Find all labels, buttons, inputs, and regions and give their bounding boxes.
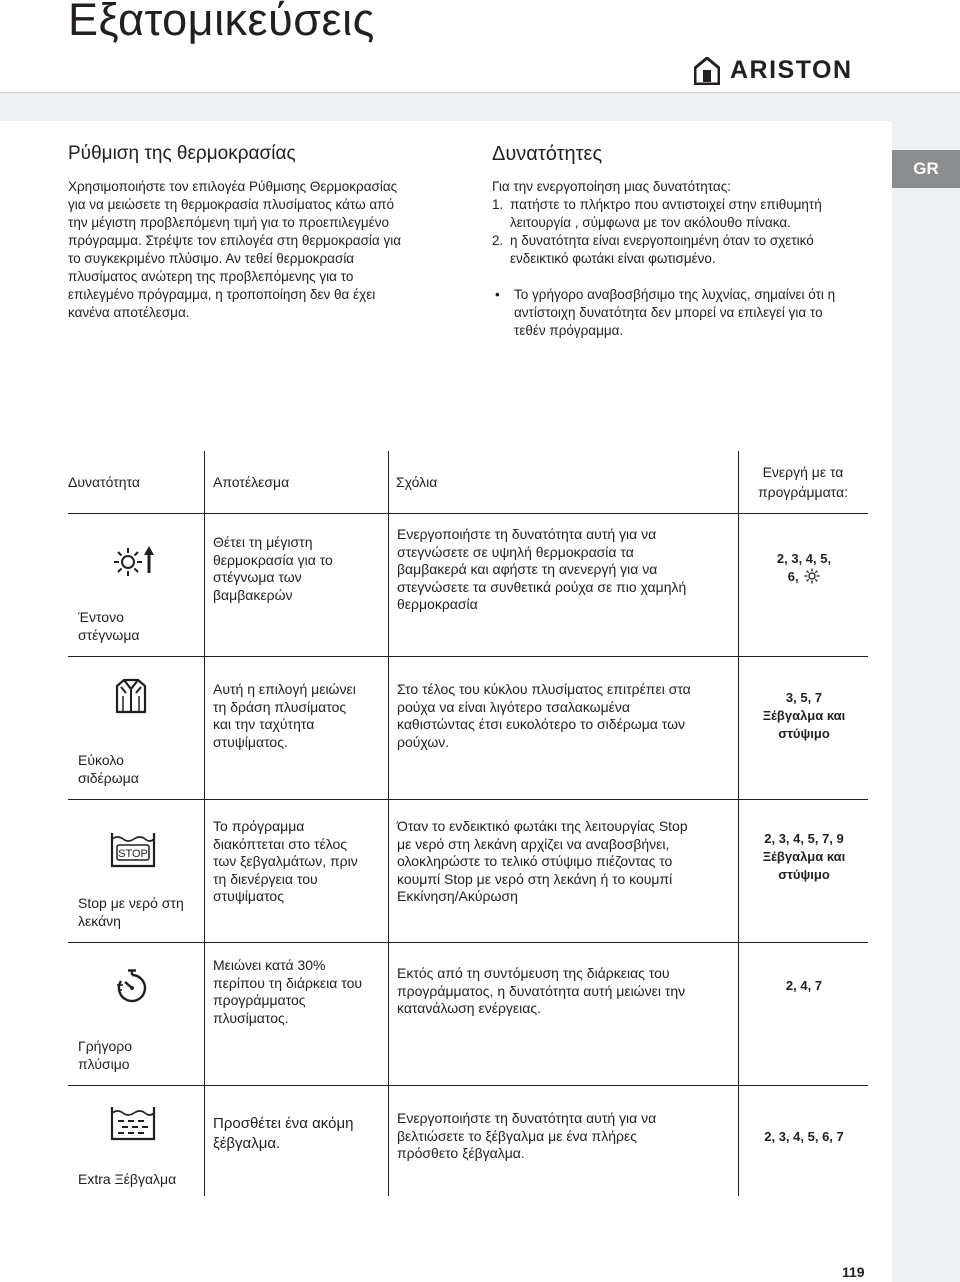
stop-label: STOP <box>118 848 148 860</box>
option-name-line: σιδέρωμα <box>78 770 139 786</box>
programs-line: 2, 3, 4, 5, 6, 7 <box>764 1129 844 1144</box>
option-cell <box>68 514 202 656</box>
note-line: τεθέν πρόγραμμα. <box>514 323 624 338</box>
note-line: αντίστοιχη δυνατότητα δεν μπορεί να επιλεγεί για το <box>514 305 823 320</box>
table-row <box>68 943 868 1086</box>
effect-line: τη διενέργεια του <box>213 870 318 887</box>
comments-cell <box>388 514 737 656</box>
comments-cell <box>388 943 737 1085</box>
effect-line: Προσθέτει ένα ακόμη <box>213 1115 354 1132</box>
effect-line: Θέτει τη μέγιστη <box>213 534 313 550</box>
option-name-line: λεκάνη <box>78 913 121 929</box>
options-intro: Για την ενεργοποίηση μιας δυνατότητας: <box>492 179 731 194</box>
comment-line: Στο τέλος του κύκλου πλυσίματος επιτρέπει στα <box>397 681 691 697</box>
text-line: την μέγιστη προβλεπόμενη τιμή για το προεπιλεγμένο <box>68 215 389 230</box>
effect-line: Το πρόγραμμα <box>213 818 305 834</box>
header-comments: Σχόλια <box>396 474 438 490</box>
comment-line: πρόσθετο ξέβγαλμα. <box>397 1145 525 1161</box>
cotton-sun-icon <box>804 568 820 584</box>
text-line: πρόγραμμα. Στρέψτε τον επιλογέα στη θερμοκρασία για <box>68 233 402 248</box>
comment-line: Ενεργοποιήστε τη δυνατότητα αυτή για να <box>397 1110 657 1126</box>
comment-line: ρούχα να είναι λιγότερο τσαλακωμένα <box>397 698 631 715</box>
effect-line: Αυτή η επιλογή μειώνει <box>213 681 356 697</box>
option-cell <box>68 1086 202 1196</box>
comment-line: ρούχων. <box>397 733 450 750</box>
language-tab: GR <box>892 150 960 188</box>
comment-line: Όταν το ενδεικτικό φωτάκι της λειτουργίας Stop <box>397 818 688 834</box>
table-row <box>68 514 868 657</box>
comment-line: Εκκίνηση/Ακύρωση <box>397 888 518 904</box>
effect-line: των ξεβγαλμάτων, πριν <box>213 853 358 869</box>
programs-line: στύψιμο <box>778 726 830 741</box>
effect-line: βαμβακερών <box>213 586 293 603</box>
house-logo-icon <box>694 57 720 85</box>
column-divider <box>388 451 389 513</box>
flashing-light-note <box>492 286 872 340</box>
comment-line: προγράμματος, η δυνατότητα αυτή μειώνει την <box>397 982 686 999</box>
table-row <box>68 800 868 943</box>
options-table <box>68 451 868 1196</box>
comments-cell <box>388 657 737 799</box>
effect-line: στέγνωμα των <box>213 569 302 585</box>
comment-line: βαμβακερά και αφήστε τη ανενεργή για να <box>397 561 658 577</box>
text-line: για να μειώσετε τη θερμοκρασία πλυσίματος κάτω από <box>68 197 394 212</box>
comment-line: Ενεργοποιήστε τη δυνατότητα αυτή για να <box>397 526 657 542</box>
effect-cell <box>204 657 387 799</box>
programs-cell <box>738 943 869 1085</box>
bullet: • <box>495 287 500 302</box>
list-item <box>492 232 872 268</box>
effect-line: στυψίματος <box>213 888 284 904</box>
header-programs <box>738 451 868 513</box>
comment-line: ολοκληρώστε το τελικό στύψιμο πιέζοντας το <box>397 853 673 869</box>
column-divider <box>204 451 205 513</box>
header-option: Δυνατότητα <box>68 474 140 490</box>
programs-line: 2, 3, 4, 5, <box>776 551 832 566</box>
comments-cell <box>388 1086 737 1196</box>
options-section-text <box>492 178 872 340</box>
option-name-line: Έντονο <box>78 609 124 625</box>
option-name-line: πλύσιμο <box>78 1056 130 1072</box>
step-line: η δυνατότητα είναι ενεργοποιημένη όταν το σχετικό <box>510 233 814 248</box>
effect-line: ξέβγαλμα. <box>213 1135 281 1152</box>
header-effect: Αποτέλεσμα <box>213 474 290 490</box>
step-line: λειτουργία , σύμφωνα με τον ακόλουθο πίνακα. <box>510 215 791 230</box>
brand-logo <box>694 56 853 85</box>
programs-line: Ξέβγαλμα και <box>762 708 846 723</box>
option-name <box>78 608 140 644</box>
temperature-section-title: Ρύθμιση της θερμοκρασίας <box>68 143 296 164</box>
step-line: ενδεικτικό φωτάκι είναι φωτισμένο. <box>510 251 716 266</box>
extra-rinse-icon <box>110 1104 156 1142</box>
effect-line: περίπου τη διάρκεια του <box>213 974 363 991</box>
effect-line: πλυσίματος. <box>213 1009 289 1026</box>
programs-line: 2, 4, 7 <box>785 978 823 993</box>
step-number: 2. <box>492 233 504 248</box>
option-name <box>78 1037 132 1073</box>
table-row <box>68 657 868 800</box>
programs-cell <box>738 514 869 656</box>
page-title: Εξατομικεύσεις <box>68 0 375 45</box>
option-name <box>78 751 139 787</box>
programs-cell <box>738 657 869 799</box>
options-steps <box>492 196 872 268</box>
list-item <box>492 196 872 232</box>
option-cell <box>68 943 202 1085</box>
option-cell <box>68 657 202 799</box>
programs-line: 2, 3, 4, 5, 7, 9 <box>764 831 844 846</box>
effect-line: Μειώνει κατά 30% <box>213 957 326 973</box>
quick-wash-stopwatch-icon <box>116 969 148 1005</box>
effect-line: τη δράση πλυσίματος <box>213 698 347 715</box>
option-name-line: Stop με νερό στη <box>78 895 184 911</box>
programs-line: στύψιμο <box>778 867 830 882</box>
effect-cell <box>204 514 387 656</box>
text-line: Χρησιμοποιήστε τον επιλογέα Ρύθμισης Θερμοκρασίας <box>68 179 398 194</box>
comment-line: στεγνώσετε τα συνθετικά ρούχα σε πιο χαμηλή <box>397 578 687 595</box>
option-name-line: στέγνωμα <box>78 627 140 643</box>
comment-line: στεγνώσετε σε υψηλή θερμοκρασία τα <box>397 543 634 560</box>
programs-text: 6, <box>787 569 799 584</box>
effect-line: θερμοκρασία για το <box>213 551 333 568</box>
option-name <box>78 894 184 930</box>
easy-iron-shirt-icon <box>114 677 148 715</box>
programs-cell <box>738 1086 869 1196</box>
effect-line: και την ταχύτητα <box>213 716 315 732</box>
intensive-dry-icon <box>112 542 156 578</box>
programs-line: Ξέβγαλμα και <box>762 849 846 864</box>
option-name-line: Εύκολο <box>78 752 124 768</box>
option-name-line: Γρήγορο <box>78 1038 132 1054</box>
options-section-title: Δυνατότητες <box>492 143 603 165</box>
comment-line: Εκτός από τη συντόμευση της διάρκειας του <box>397 965 670 981</box>
step-line: πατήστε το πλήκτρο που αντιστοιχεί στην επιθυμητή <box>510 197 822 212</box>
note-line: Το γρήγορο αναβοσβήσιμο της λυχνίας, σημαίνει ότι η <box>514 287 836 302</box>
table-header <box>68 451 868 514</box>
comment-line: κατανάλωση ενέργειας. <box>397 1000 542 1016</box>
temperature-section-text <box>68 178 460 322</box>
header-programs-line: προγράμματα: <box>757 484 848 500</box>
stop-with-water-icon <box>110 830 156 870</box>
comment-line: με νερό στη λεκάνη αρχίζει να αναβοσβήνει, <box>397 835 670 852</box>
comment-line: θερμοκρασία <box>397 596 478 612</box>
effect-line: προγράμματος <box>213 992 306 1008</box>
programs-line <box>745 568 863 586</box>
programs-line: 3, 5, 7 <box>785 690 823 705</box>
option-name-line: Extra Ξέβγαλμα <box>78 1171 177 1187</box>
effect-cell <box>204 800 387 942</box>
page-number: 119 <box>842 1264 865 1280</box>
text-line: επιλεγμένο πρόγραμμα, η τροποποίηση δεν θα έχει <box>68 287 376 302</box>
table-row <box>68 1086 868 1196</box>
side-panel <box>892 120 960 1282</box>
comment-line: καθιστώντας έτσι ευκολότερο το σιδέρωμα των <box>397 716 686 732</box>
option-name <box>78 1170 176 1188</box>
effect-cell <box>204 943 387 1085</box>
option-cell <box>68 800 202 942</box>
programs-cell <box>738 800 869 942</box>
comments-cell <box>388 800 737 942</box>
text-line: κανένα αποτέλεσμα. <box>68 305 190 320</box>
header-band <box>0 92 960 121</box>
comment-line: βελτιώσετε το ξέβγαλμα με ένα πλήρες <box>397 1127 637 1144</box>
effect-line: στυψίματος. <box>213 733 288 750</box>
effect-cell <box>204 1086 387 1196</box>
header-programs-line: Ενεργή με τα <box>762 464 844 480</box>
text-line: πλυσίματος ανώτερη της προβλεπόμενης για το <box>68 269 354 284</box>
effect-line: διακόπτεται στο τέλος <box>213 835 348 852</box>
comment-line: κουμπί Stop με νερό στη λεκάνη ή το κουμπί <box>397 870 673 887</box>
step-number: 1. <box>492 197 504 212</box>
brand-name: ARISTON <box>730 56 853 84</box>
text-line: το συγκεκριμένο πλύσιμο. Αν τεθεί θερμοκρασία <box>68 251 355 266</box>
